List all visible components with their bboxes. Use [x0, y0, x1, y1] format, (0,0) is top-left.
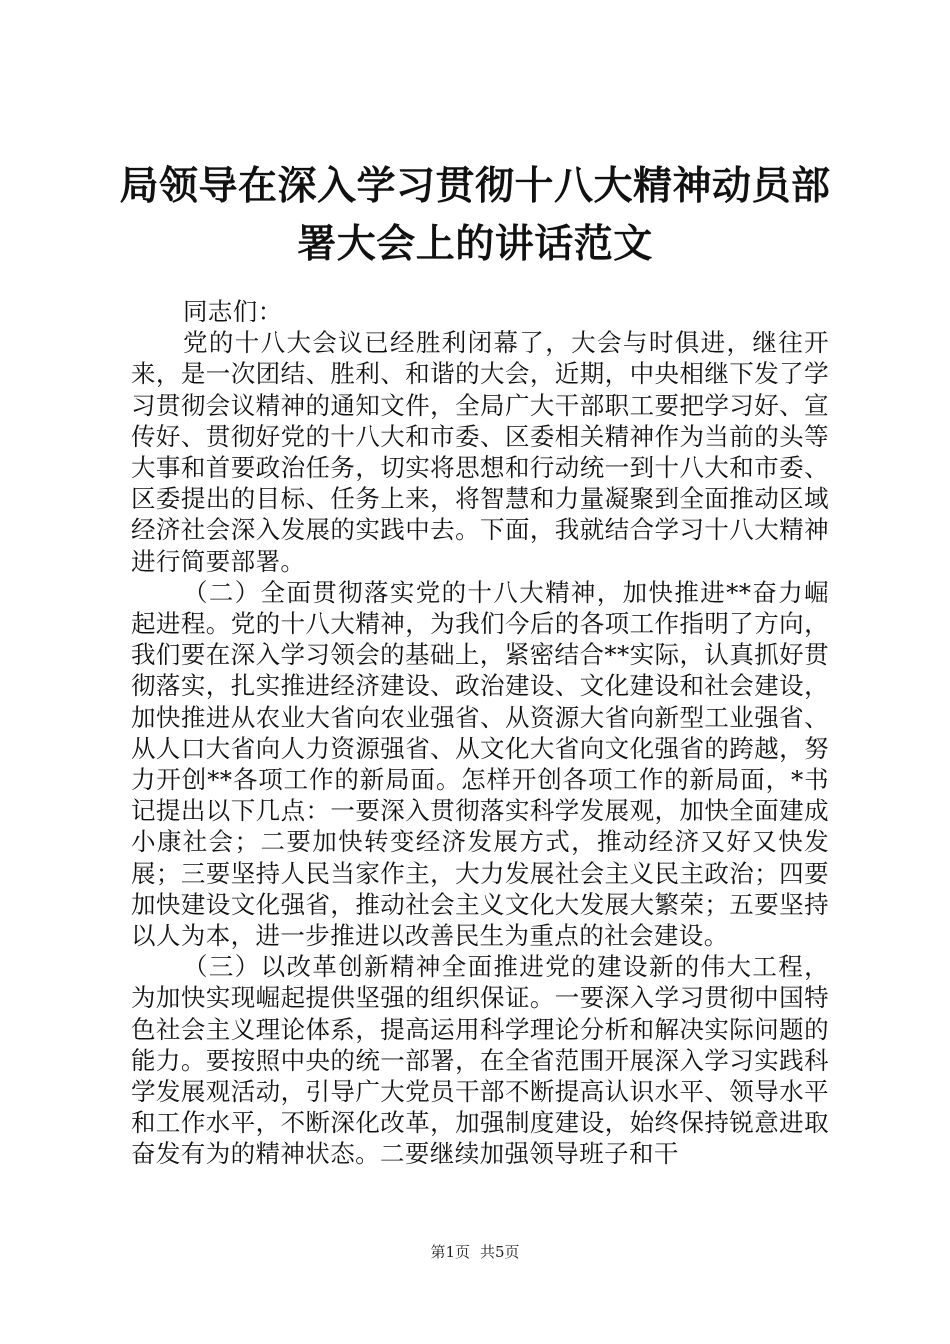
- intro-paragraph: 党的十八大会议已经胜利闭幕了，大会与时俱进，继往开来，是一次团结、胜利、和谐的大会，近期，中央相继下发了学习贯彻会议精神的通知文件，全局广大干部职工要把学习好、宣传好、贯彻好党的十八大和市委、区委相关精神作为当前的头等大事和首要政治任务，切实将思想和行动统一到十八大和市委、区委提出的目标、任务上来，将智慧和力量凝聚到全面推动区域经济社会深入发展的实践中去。下面，我就结合学习十八大精神进行简要部署。: [131, 328, 829, 576]
- document-title: 局领导在深入学习贯彻十八大精神动员部署大会上的讲话范文: [119, 164, 831, 267]
- page-number: 第1页: [430, 1243, 470, 1261]
- section-two-paragraph: （二）全面贯彻落实党的十八大精神，加快推进**奋力崛起进程。党的十八大精神，为我们今后的各项工作指明了方向，我们要在深入学习领会的基础上，紧密结合**实际，认真抓好贯彻落实，扎实推进经济建设、政治建设、文化建设和社会建设，加快推进从农业大省向农业强省、从资源大省向新型工业强省、从人口大省向人力资源强省、从文化大省向文化强省的跨越，努力开创**各项工作的新局面。怎样开创各项工作的新局面，*书记提出以下几点：一要深入贯彻落实科学发展观，加快全面建成小康社会；二要加快转变经济发展方式，推动经济又好又快发展；三要坚持人民当家作主，大力发展社会主义民主政治；四要加快建设文化强省，推动社会主义文化大发展大繁荣；五要坚持以人为本，进一步推进以改善民生为重点的社会建设。: [131, 577, 829, 951]
- section-three-paragraph: （三）以改革创新精神全面推进党的建设新的伟大工程，为加快实现崛起提供坚强的组织保证。一要深入学习贯彻中国特色社会主义理论体系，提高运用科学理论分析和解决实际问题的能力。要按照中央的统一部署，在全省范围开展深入学习实践科学发展观活动，引导广大党员干部不断提高认识水平、领导水平和工作水平，不断深化改革，加强制度建设，始终保持锐意进取奋发有为的精神状态。二要继续加强领导班子和干: [131, 952, 829, 1169]
- page-total: 共5页: [480, 1243, 520, 1261]
- page-footer: [0, 1242, 950, 1262]
- salutation-paragraph: 同志们：: [183, 297, 283, 326]
- document-body: [131, 296, 829, 1170]
